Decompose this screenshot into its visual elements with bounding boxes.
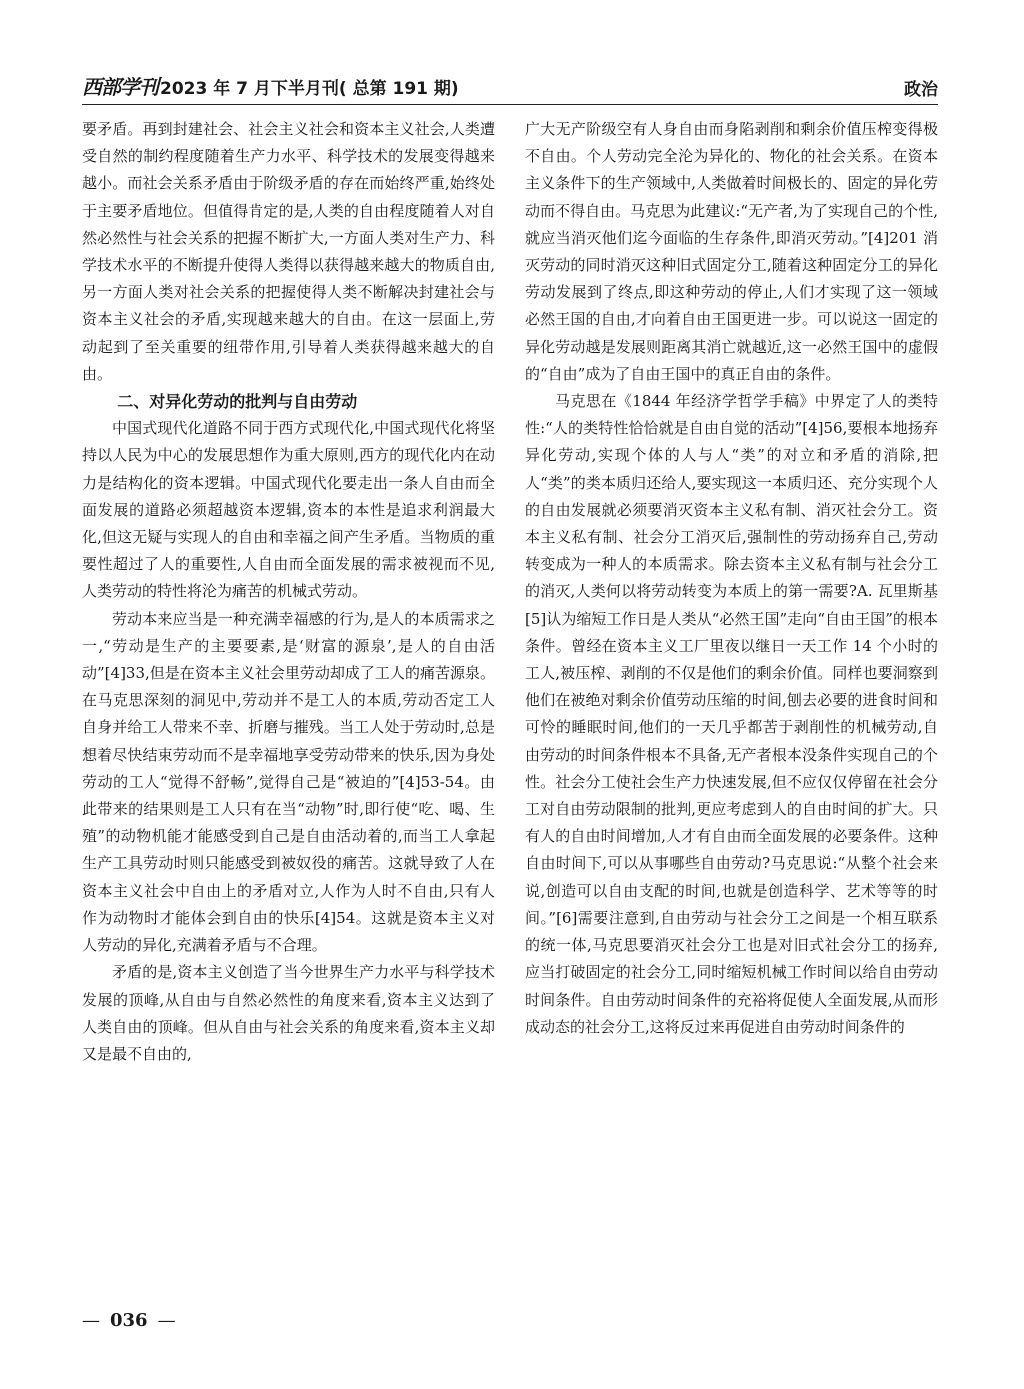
section-heading: 二、对异化劳动的批判与自由劳动 <box>117 392 358 412</box>
paragraph: 中国式现代化道路不同于西方式现代化,中国式现代化将坚持以人民为中心的发展思想作为重大原则,西方的现代化内在动力是结构化的资本逻辑。中国式现代化要走出一条人自由而全面发展的道路必须超越资本逻辑,资本的本性是追求利润最大化,但这无疑与实现人的自由和幸福之间产生矛盾。当物质的重要性超过了人的重要性,人自由而全面发展的需求被视而不见,人类劳动的特性将沦为痛苦的机械式劳动。 <box>82 419 495 601</box>
page-number: 036 <box>110 1309 148 1331</box>
page-header <box>82 70 938 100</box>
paragraph: 劳动本来应当是一种充满幸福感的行为,是人的本质需求之一,“劳动是生产的主要要素,是‘财富的源泉’,是人的自由活动”[4]33,但是在资本主义社会里劳动却成了工人的痛苦源泉。在马克思深刻的洞见中,劳动并不是工人的本质,劳动否定工人自身并给工人带来不幸、折磨与摧残。当工人处于劳动时,总是想着尽快结束劳动而不是幸福地享受劳动带来的快乐,因为身处劳动的工人“觉得不舒畅”,觉得自己是“被迫的”[4]53-54。由此带来的结果则是工人只有在当“动物”时,即行使“吃、喝、生殖”的动物机能才能感受到自己是自由活动着的,而当工人拿起生产工具劳动时则只能感受到被奴役的痛苦。这就导致了人在资本主义社会中自由上的矛盾对立,人作为人时不自由,只有人作为动物时才能体会到自由的快乐[4]54。这就是资本主义对人劳动的异化,充满着矛盾与不合理。 <box>82 609 495 955</box>
article-body <box>82 116 938 1328</box>
section-name: 政治 <box>904 80 938 100</box>
issue-info: 2023 年 7 月下半月刊( 总第 191 期) <box>160 79 459 99</box>
paragraph: 马克思在《1844 年经济学哲学手稿》中界定了人的类特性:“人的类特性恰恰就是自由自觉的活动”[4]56,要根本地扬弃异化劳动,实现个体的人与人“类”的对立和矛盾的消除,把人“类”的类本质归还给人,要实现这一本质归还、充分实现个人的自由发展就必须要消灭资本主义私有制、消灭社会分工。资本主义私有制、社会分工消灭后,强制性的劳动扬弃自己,劳动转变成为一种人的本质需求。除去资本主义私有制与社会分工的消灭,人类何以将劳动转变为本质上的第一需要?A. 瓦里斯基[5]认为缩短工作日是人类从“必然王国”走向“自由王国”的根本条件。曾经在资本主义工厂里夜以继日一天工作 14 个小时的工人,被压榨、剥削的不仅是他们的剩余价值。同样也要洞察到他们在被绝对剩余价值劳动压缩的时间,刨去必要的进食时间和可怜的睡眠时间,他们的一天几乎都苦于剥削性的机械劳动,自由劳动的时间条件根本不具备,无产者根本没条件实现自己的个性。社会分工使社会生产力快速发展,但不应仅仅停留在社会分工对自由劳动限制的批判,更应考虑到人的自由时间的扩大。只有人的自由时间增加,人才有自由而全面发展的必要条件。这种自由时间下,可以从事哪些自由劳动?马克思说:“从整个社会来说,创造可以自由支配的时间,也就是创造科学、艺术等等的时间。”[6]需要注意到,自由劳动与社会分工之间是一个相互联系的统一体,马克思要消灭社会分工也是对旧式社会分工的扬弃,应当打破固定的社会分工,同时缩短机械工作时间以给自由劳动时间条件。自由劳动时间条件的充裕将促使人全面发展,从而形成动态的社会分工,这将反过来再促进自由劳动时间条件的 <box>525 392 938 1036</box>
footer-dash-right: — <box>157 1309 176 1331</box>
left-column <box>82 116 495 1328</box>
page-footer <box>82 1306 176 1334</box>
footer-dash-left: — <box>82 1309 100 1331</box>
paragraph: 要矛盾。再到封建社会、社会主义社会和资本主义社会,人类遭受自然的制约程度随着生产力水平、科学技术的发展变得越来越小。而社会关系矛盾由于阶级矛盾的存在而始终严重,始终处于主要矛盾地位。但值得肯定的是,人类的自由程度随着人对自然必然性与社会关系的把握不断扩大,一方面人类对生产力、科学技术水平的不断提升使得人类得以获得越来越大的物质自由,另一方面人类对社会关系的把握使得人类不断解决封建社会与资本主义社会的矛盾,实现越来越大的自由。在这一层面上,劳动起到了至关重要的纽带作用,引导着人类获得越来越大的自由。 <box>82 120 495 383</box>
paragraph: 矛盾的是,资本主义创造了当今世界生产力水平与科学技术发展的顶峰,从自由与自然必然性的角度来看,资本主义达到了人类自由的顶峰。但从自由与社会关系的角度来看,资本主义却又是最不自由的, <box>82 963 495 1063</box>
header-rule <box>82 104 938 105</box>
right-column <box>525 116 938 1328</box>
journal-masthead <box>82 71 459 100</box>
paragraph: 广大无产阶级空有人身自由而身陷剥削和剩余价值压榨变得极不自由。个人劳动完全沦为异化的、物化的社会关系。在资本主义条件下的生产领域中,人类做着时间极长的、固定的异化劳动而不得自由。马克思为此建议:“无产者,为了实现自己的个性,就应当消灭他们迄今面临的生存条件,即消灭劳动。”[4]201 消灭劳动的同时消灭这种旧式固定分工,随着这种固定分工的异化劳动发展到了终点,即这种劳动的停止,人们才实现了这一领域必然王国的自由,才向着自由王国更进一步。可以说这一固定的异化劳动越是发展则距离其消亡就越近,这一必然王国中的虚假的“自由”成为了自由王国中的真正自由的条件。 <box>525 120 938 383</box>
journal-logo: 西部学刊 <box>82 75 158 99</box>
